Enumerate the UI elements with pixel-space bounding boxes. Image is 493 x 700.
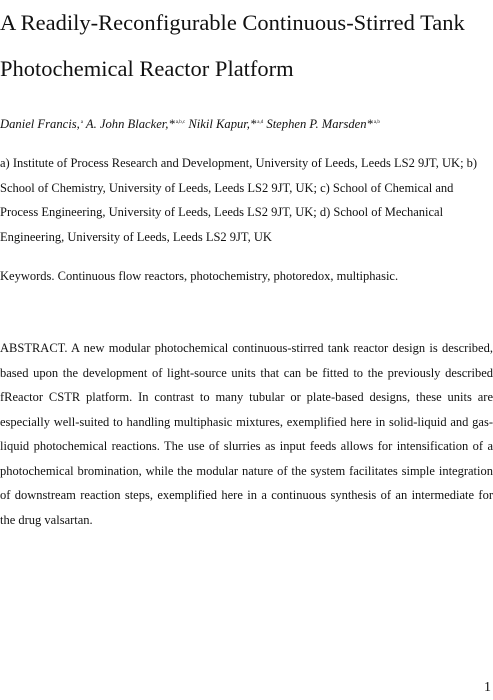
affiliation-line: a) Institute of Process Research and Development, University of Leeds, Leeds LS2 9JT, UK; b): [0, 156, 478, 170]
abstract-line: photochemical bromination, while the modular nature of the system facilitates simple integration: [0, 463, 493, 478]
abstract-line: especially well-suited to handling multiphasic mixtures, exemplified here in solid-liquid and gas-: [0, 414, 493, 429]
author-name: Nikil Kapur,*: [188, 117, 257, 131]
paper-title: [0, 0, 493, 92]
abstract-line: the drug valsartan.: [0, 512, 93, 527]
affiliation-line: Process Engineering, University of Leeds, Leeds LS2 9JT, UK; d) School of Mechanical: [0, 205, 444, 219]
author-name: A. John Blacker,*: [85, 117, 175, 131]
keywords: Keywords. Continuous flow reactors, photochemistry, photoredox, multiphasic.: [0, 269, 399, 283]
page-number: 1: [484, 680, 491, 695]
affiliations: [0, 151, 493, 249]
author-name: Daniel Francis,: [0, 117, 80, 131]
author-affiliation-mark: a,b,c: [175, 119, 186, 125]
title-line-1: A Readily-Reconfigurable Continuous-Stirred Tank: [0, 10, 465, 35]
affiliation-line: Engineering, University of Leeds, Leeds LS2 9JT, UK: [0, 229, 272, 244]
abstract: [0, 336, 493, 532]
author-affiliation-mark: a,b: [373, 119, 380, 125]
title-line-2: Photochemical Reactor Platform: [0, 56, 294, 81]
abstract-line: ABSTRACT. A new modular photochemical continuous-stirred tank reactor design is described,: [0, 341, 493, 355]
author-affiliation-mark: a: [80, 119, 83, 125]
abstract-line: liquid photochemical reactions. The use of slurries as input feeds allows for intensification of a: [0, 439, 493, 453]
author-name: Stephen P. Marsden*: [266, 117, 373, 131]
affiliation-line: School of Chemistry, University of Leeds, Leeds LS2 9JT, UK; c) School of Chemical and: [0, 180, 454, 195]
author-list: [0, 117, 493, 132]
abstract-line: of downstream reaction steps, exemplified here in a continuous synthesis of an intermediate for: [0, 488, 493, 502]
abstract-line: fReactor CSTR platform. In contrast to many tubular or plate-based designs, these units are: [0, 390, 493, 404]
author-affiliation-mark: a,d: [257, 119, 264, 125]
abstract-line: based upon the development of light-source units that can be fitted to the previously described: [0, 365, 493, 380]
